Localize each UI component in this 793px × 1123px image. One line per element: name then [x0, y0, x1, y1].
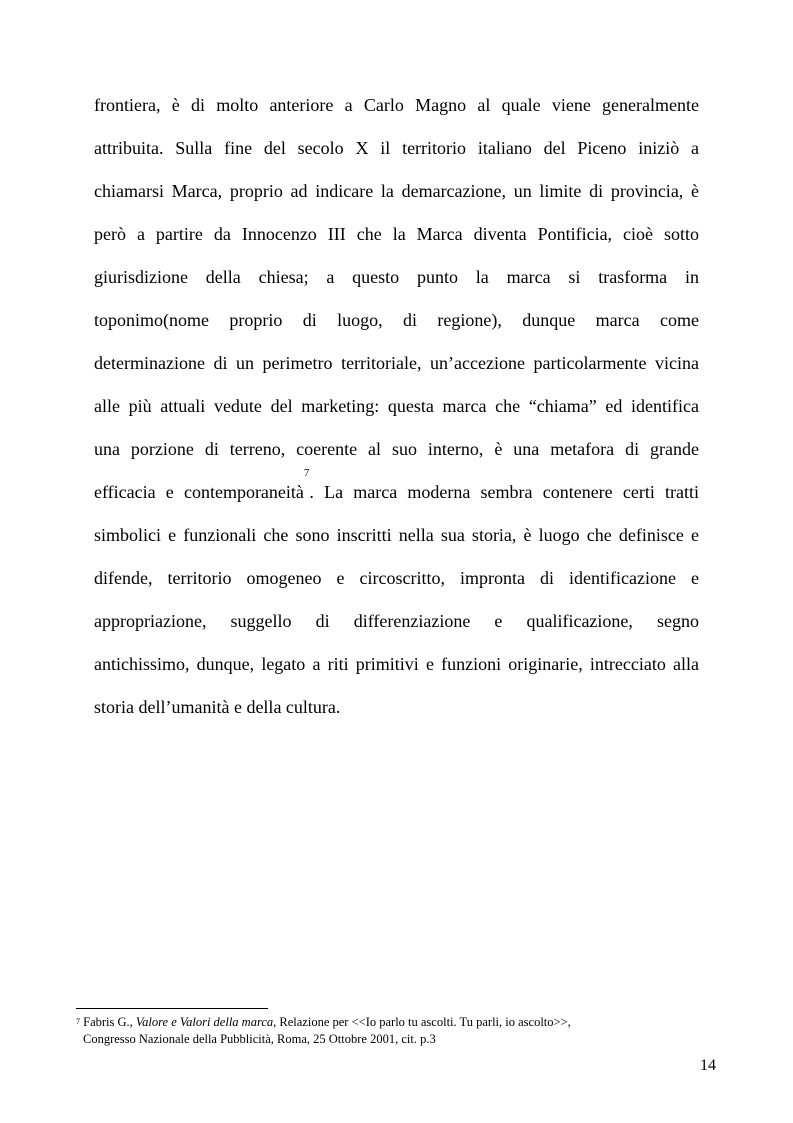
text-line-3: chiamarsi Marca, proprio ad indicare la demarcazione, un limite di provincia, è — [94, 181, 699, 201]
text-line-15: storia dell’umanità e della cultura. — [94, 697, 341, 717]
footnote-author: Fabris G., — [83, 1015, 136, 1029]
footnote-line-1 — [76, 1015, 571, 1029]
text-line-13: appropriazione, suggello di differenziazione e qualificazione, segno — [94, 611, 699, 631]
text-line-5: giurisdizione della chiesa; a questo punto la marca si trasforma in — [94, 267, 699, 287]
text-line-6: toponimo(nome proprio di luogo, di regione), dunque marca come — [94, 310, 699, 330]
text-line-4: però a partire da Innocenzo III che la Marca diventa Pontificia, cioè sotto — [94, 224, 699, 244]
text-line-10-end: . La marca moderna sembra contenere certi tratti — [309, 482, 699, 502]
text-line-9: una porzione di terreno, coerente al suo interno, è una metafora di grande — [94, 439, 699, 459]
footnote — [76, 1014, 716, 1048]
page-number: 14 — [700, 1057, 716, 1074]
text-line-7: determinazione di un perimetro territoriale, un’accezione particolarmente vicina — [94, 353, 699, 373]
footnote-line-2: Congresso Nazionale della Pubblicità, Roma, 25 Ottobre 2001, cit. p.3 — [83, 1032, 436, 1046]
text-line-11: simbolici e funzionali che sono inscritti nella sua storia, è luogo che definisce e — [94, 525, 699, 545]
text-line-10-start: efficacia e contemporaneità — [94, 482, 304, 502]
footnote-number: 7 — [76, 1017, 80, 1026]
footnote-title: Valore e Valori della marca, — [135, 1015, 277, 1029]
footnote-reference[interactable]: 7 — [303, 467, 310, 479]
text-line-14: antichissimo, dunque, legato a riti primitivi e funzioni originarie, intrecciato alla — [94, 654, 699, 674]
text-line-8: alle più attuali vedute del marketing: questa marca che “chiama” ed identifica — [94, 396, 699, 416]
text-line-10 — [94, 467, 699, 514]
footnote-separator — [76, 1008, 268, 1009]
body-paragraph — [94, 84, 699, 729]
text-line-1: frontiera, è di molto anteriore a Carlo Magno al quale viene generalmente — [94, 95, 699, 115]
footnote-rest: Relazione per <<Io parlo tu ascolti. Tu parli, io ascolto>>, — [276, 1015, 571, 1029]
text-line-12: difende, territorio omogeneo e circoscritto, impronta di identificazione e — [94, 568, 699, 588]
text-line-2: attribuita. Sulla fine del secolo X il territorio italiano del Piceno iniziò a — [94, 138, 699, 158]
